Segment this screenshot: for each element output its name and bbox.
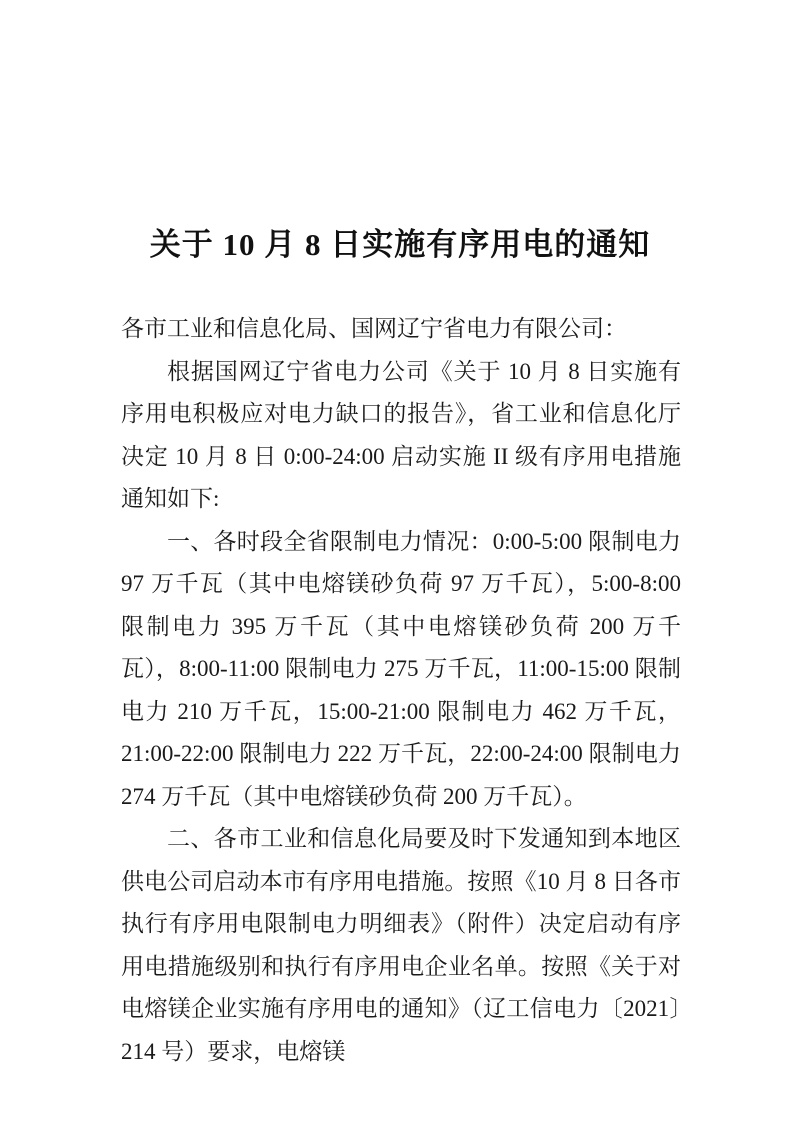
paragraph-intro: 根据国网辽宁省电力公司《关于 10 月 8 日实施有序用电积极应对电力缺口的报告》，省工业和信息化厅决定 10 月 8 日 0:00-24:00 启动实施 II 级有序用电措施通知如下: — [121, 358, 681, 511]
document-title: 关于 10 月 8 日实施有序用电的通知 — [149, 227, 651, 262]
paragraph-section-two: 二、各市工业和信息化局要及时下发通知到本地区供电公司启动本市有序用电措施。按照《10 月 8 日各市执行有序用电限制电力明细表》（附件）决定启动有序用电措施级别和执行有序用电企业名单。按照《关于对电熔镁企业实施有序用电的通知》（辽工信电力〔2021〕214 号）要求，电熔镁 — [121, 826, 681, 1064]
document-body — [121, 308, 681, 1073]
salutation-line: 各市工业和信息化局、国网辽宁省电力有限公司： — [121, 316, 627, 341]
paragraph-section-one: 一、各时段全省限制电力情况：0:00-5:00 限制电力 97 万千瓦（其中电熔镁砂负荷 97 万千瓦），5:00-8:00 限制电力 395 万千瓦（其中电熔镁砂负荷 200 万千瓦），8:00-11:00 限制电力 275 万千瓦，11:00-15:00 限制电力 210 万千瓦，15:00-21:00 限制电力 462 万千瓦，21:00-22:00 限制电力 222 万千瓦，22:00-24:00 限制电力 274 万千瓦（其中电熔镁砂负荷 200 万千瓦）。 — [121, 528, 681, 809]
